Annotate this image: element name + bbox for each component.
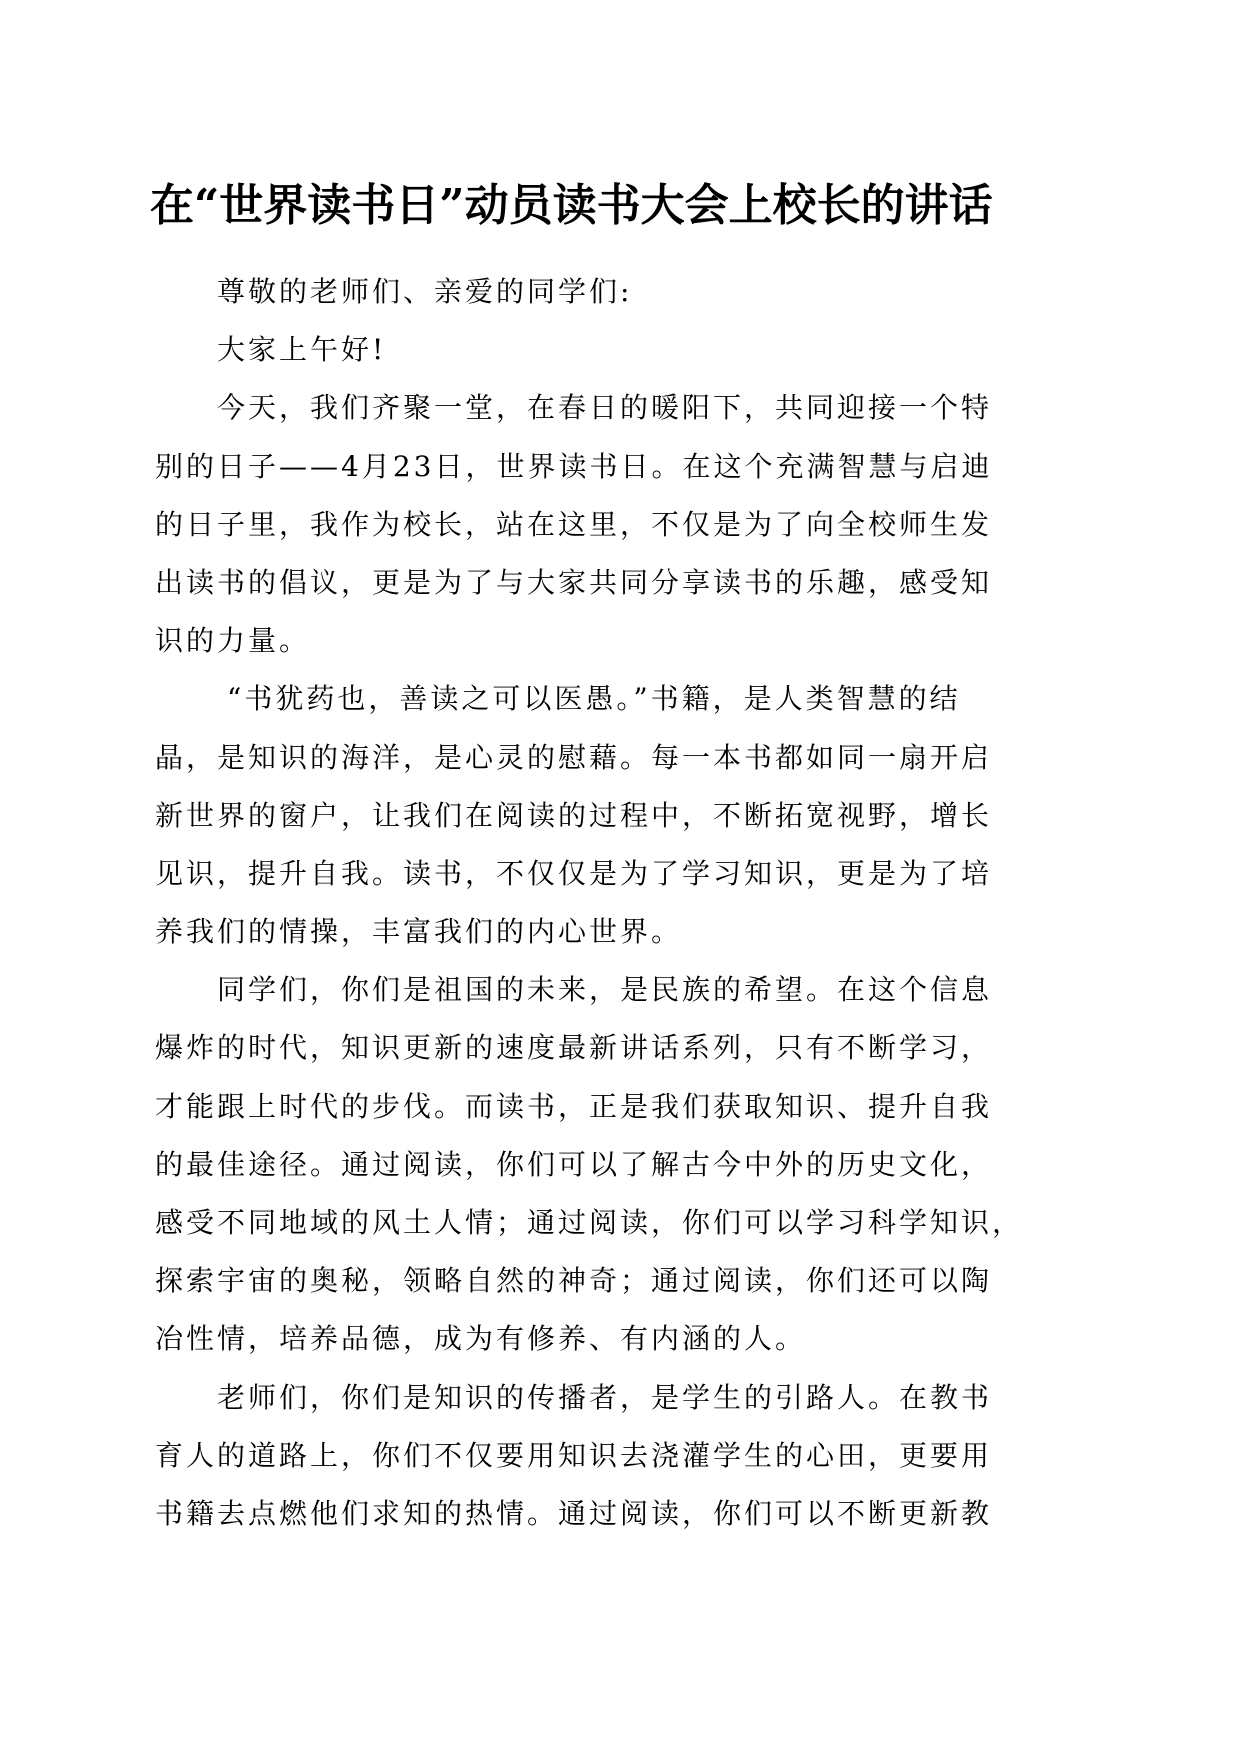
paragraph-line: 的日子里，我作为校长，站在这里，不仅是为了向全校师生发 [155, 507, 993, 541]
paragraph-line: 出读书的倡议，更是为了与大家共同分享读书的乐趣，感受知 [155, 565, 993, 599]
paragraph-line: 识的力量。 [155, 624, 311, 658]
paragraph-line: 冶性情，培养品德，成为有修养、有内涵的人。 [155, 1322, 807, 1356]
paragraph-line: “书犹药也，善读之可以医愚。”书籍，是人类智慧的结 [227, 682, 961, 716]
paragraph-line: 才能跟上时代的步伐。而读书，正是我们获取知识、提升自我 [155, 1089, 993, 1123]
paragraph-line: 感受不同地域的风土人情；通过阅读，你们可以学习科学知识， [155, 1206, 1024, 1239]
salutation-line: 尊敬的老师们、亲爱的同学们: [217, 275, 633, 308]
document-body [155, 263, 1067, 1543]
paragraph-line: 见识，提升自我。读书，不仅仅是为了学习知识，更是为了培 [155, 856, 993, 890]
paragraph-line: 晶，是知识的海洋，是心灵的慰藉。每一本书都如同一扇开启 [155, 740, 993, 774]
paragraph-line: 书籍去点燃他们求知的热情。通过阅读，你们可以不断更新教 [155, 1496, 993, 1530]
paragraph-line: 的最佳途径。通过阅读，你们可以了解古今中外的历史文化， [155, 1147, 993, 1181]
paragraph-line: 养我们的情操，丰富我们的内心世界。 [155, 915, 683, 949]
paragraph-line: 育人的道路上，你们不仅要用知识去浇灌学生的心田，更要用 [155, 1438, 993, 1472]
paragraph-line: 爆炸的时代，知识更新的速度最新讲话系列，只有不断学习， [155, 1031, 993, 1065]
greeting-line: 大家上午好! [217, 333, 387, 367]
paragraph-line: 新世界的窗户，让我们在阅读的过程中，不断拓宽视野，增长 [155, 798, 993, 832]
paragraph-line: 同学们，你们是祖国的未来，是民族的希望。在这个信息 [217, 973, 993, 1007]
paragraph-line: 探索宇宙的奥秘，领略自然的神奇；通过阅读，你们还可以陶 [155, 1264, 993, 1298]
paragraph-line: 别的日子——4月23日，世界读书日。在这个充满智慧与启迪 [155, 449, 993, 483]
paragraph-line: 今天，我们齐聚一堂，在春日的暖阳下，共同迎接一个特 [217, 391, 993, 425]
paragraph-line: 老师们，你们是知识的传播者，是学生的引路人。在教书 [217, 1380, 993, 1414]
document-title: 在“世界读书日”动员读书大会上校长的讲话 [150, 180, 993, 231]
